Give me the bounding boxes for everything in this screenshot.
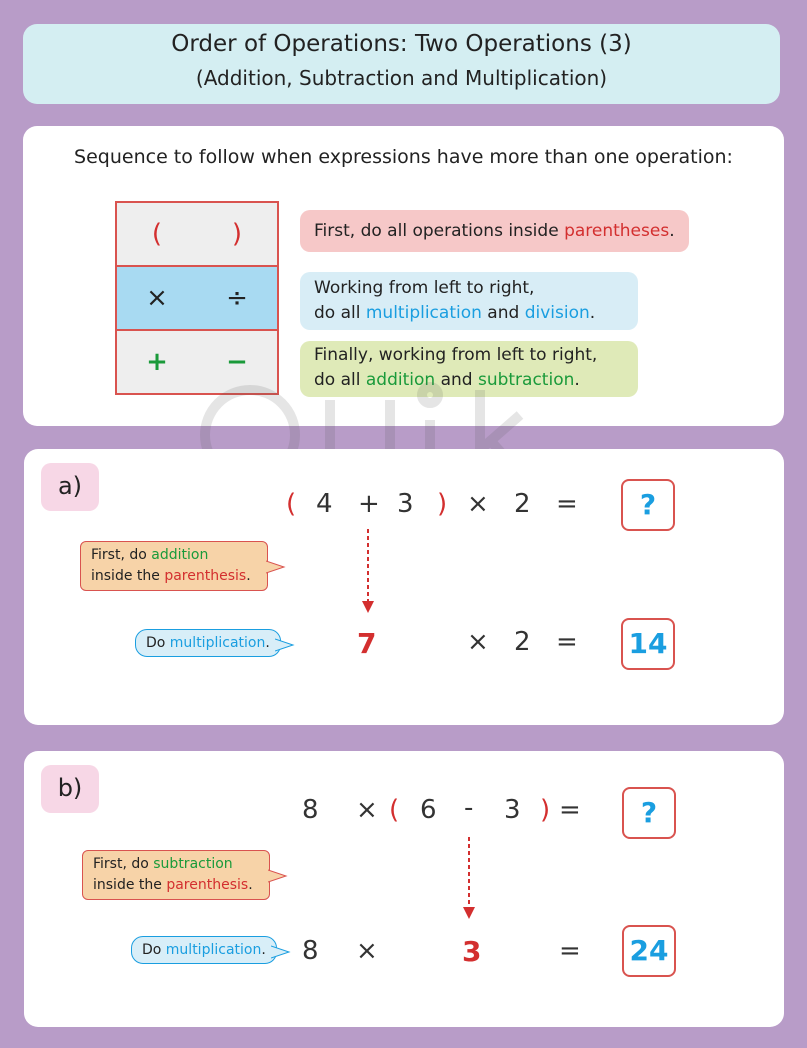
multiply-symbol: × <box>146 283 168 313</box>
problem-a-step-target: parenthesis <box>164 568 247 584</box>
problem-a-times: × <box>467 489 489 519</box>
problem-a-answer: 14 <box>621 618 675 670</box>
rule-md-line1: Working from left to right, <box>314 278 535 298</box>
problem-b-multiply-note <box>131 936 277 964</box>
problem-a-note-tail-icon <box>266 559 286 575</box>
minus-symbol: − <box>226 347 248 377</box>
problem-a-operand-2: 3 <box>397 489 414 519</box>
problem-a-open-paren: ( <box>286 489 297 519</box>
rule-as-line2 <box>314 368 624 393</box>
problem-a-multiply-note-prefix: Do <box>146 635 170 651</box>
problem-a-down-arrow-icon <box>360 529 376 615</box>
rule-parentheses <box>300 210 689 252</box>
problem-b-operand-1: 8 <box>302 795 319 825</box>
problem-b-step-operation: subtraction <box>153 856 233 872</box>
problem-b-answer: 24 <box>622 925 676 977</box>
sequence-card <box>23 126 784 426</box>
rule-md-end: . <box>589 303 596 323</box>
rule-parentheses-text: First, do all operations inside <box>314 221 565 241</box>
problem-b-down-arrow-icon <box>461 837 477 921</box>
problem-b-equals: = <box>559 795 581 825</box>
divide-symbol: ÷ <box>226 283 248 313</box>
problem-b-close-paren: ) <box>540 795 551 825</box>
rule-md-division: division <box>524 303 590 323</box>
rule-addition-subtraction <box>300 341 638 397</box>
plus-symbol: + <box>146 347 168 377</box>
problem-a-step-prefix: First, do <box>91 547 152 563</box>
rule-parentheses-end: . <box>669 221 675 241</box>
problem-b-step-target: parenthesis <box>166 877 249 893</box>
problem-a-plus: + <box>358 489 380 519</box>
problem-a-step-line1 <box>91 545 257 566</box>
problem-b-step-prefix: First, do <box>93 856 154 872</box>
problem-b-card <box>24 751 784 1027</box>
problem-b-multiply-note-prefix: Do <box>142 942 166 958</box>
rule-md-prefix: do all <box>314 303 366 323</box>
problem-a-result-equals: = <box>556 627 578 657</box>
rule-md-line2 <box>314 301 624 326</box>
rule-as-end: . <box>574 370 580 390</box>
problem-b-note-tail-icon <box>268 868 288 884</box>
rule-as-prefix: do all <box>314 370 366 390</box>
problem-b-minus: - <box>464 793 474 823</box>
problem-b-open-paren: ( <box>389 795 400 825</box>
problem-b-multiply-tail-icon <box>271 944 291 960</box>
problem-a-step-note <box>80 541 268 591</box>
problem-a-operand-3: 2 <box>514 489 531 519</box>
problem-a-multiply-note <box>135 629 281 657</box>
sequence-title: Sequence to follow when expressions have more than one operation: <box>74 146 733 168</box>
problem-b-difference-result: 3 <box>462 935 482 968</box>
problem-b-step-line1 <box>93 854 259 875</box>
problem-b-answer-placeholder: ? <box>622 787 676 839</box>
problem-b-multiply-note-end: . <box>261 942 266 958</box>
rule-as-addition: addition <box>365 370 436 390</box>
problem-a-step-line2 <box>91 566 257 587</box>
problem-b-times: × <box>356 795 378 825</box>
worksheet-title: Order of Operations: Two Operations (3) <box>171 31 632 57</box>
problem-b-step-note <box>82 850 270 900</box>
problem-b-result-equals: = <box>559 936 581 966</box>
problem-b-multiply-note-operation: multiplication <box>165 942 262 958</box>
problem-a-close-paren: ) <box>437 489 448 519</box>
rule-as-subtraction: subtraction <box>477 370 575 390</box>
problem-a-step-end: . <box>246 568 251 584</box>
problem-b-operand-3: 3 <box>504 795 521 825</box>
rule-multiplication-division <box>300 272 638 330</box>
problem-a-step-line2-text: inside the <box>91 568 165 584</box>
problem-b-step-line2-text: inside the <box>93 877 167 893</box>
problem-b-label: b) <box>41 765 99 813</box>
worksheet-subtitle: (Addition, Subtraction and Multiplication) <box>195 66 608 90</box>
problem-a-label: a) <box>41 463 99 511</box>
problem-a-step-operation: addition <box>151 547 209 563</box>
rule-as-mid: and <box>435 370 478 390</box>
precedence-table <box>115 201 279 395</box>
add-subtract-row <box>117 329 277 393</box>
problem-a-multiply-note-end: . <box>265 635 270 651</box>
rule-md-multiplication: multiplication <box>365 303 482 323</box>
problem-a-operand-1: 4 <box>316 489 333 519</box>
problem-b-result-operand-1: 8 <box>302 936 319 966</box>
problem-a-result-operand: 2 <box>514 627 531 657</box>
problem-a-equals: = <box>556 489 578 519</box>
problem-a-card <box>24 449 784 725</box>
problem-b-operand-2: 6 <box>420 795 437 825</box>
problem-b-step-line2 <box>93 875 259 896</box>
problem-b-step-end: . <box>248 877 253 893</box>
parentheses-row <box>117 203 277 265</box>
problem-b-result-times: × <box>356 936 378 966</box>
rule-md-mid: and <box>481 303 525 323</box>
rule-parentheses-highlight: parentheses <box>564 221 670 241</box>
rule-as-line1: Finally, working from left to right, <box>314 345 598 365</box>
problem-a-multiply-note-operation: multiplication <box>169 635 266 651</box>
problem-a-result-times: × <box>467 627 489 657</box>
worksheet-header <box>23 24 780 104</box>
problem-a-answer-placeholder: ? <box>621 479 675 531</box>
problem-a-multiply-tail-icon <box>275 637 295 653</box>
open-paren-symbol: ( <box>151 219 163 249</box>
multiply-divide-row <box>117 265 277 329</box>
close-paren-symbol: ) <box>231 219 243 249</box>
problem-a-sum-result: 7 <box>357 627 377 660</box>
